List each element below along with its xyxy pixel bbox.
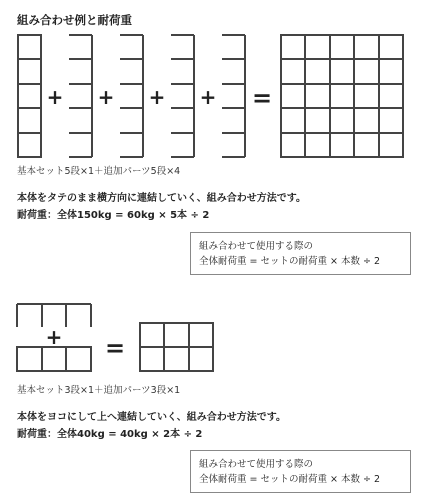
addon-part-3-tier bbox=[17, 304, 91, 327]
equals-sign-2: = bbox=[104, 334, 126, 362]
combined-result-grid-2 bbox=[140, 323, 213, 371]
plus-sign-5: + bbox=[45, 325, 63, 349]
addon-part-5-tier-4 bbox=[222, 35, 245, 157]
combined-result-grid bbox=[281, 35, 403, 157]
example1-formula: 耐荷重：全体150kg = 60kg × 5本 ÷ 2 bbox=[17, 210, 210, 221]
equals-sign: = bbox=[251, 84, 273, 112]
addon-part-5-tier-1 bbox=[69, 35, 92, 157]
example1-note bbox=[190, 232, 411, 275]
basic-set-3-tier bbox=[17, 347, 91, 371]
example2-note-line1: 組み合わせて使用する際の bbox=[199, 459, 314, 470]
example1-description: 本体をタテのまま横方向に連結していく、組み合わせ方法です。 bbox=[17, 193, 306, 204]
plus-sign-1: + bbox=[46, 85, 64, 109]
plus-sign-3: + bbox=[148, 85, 166, 109]
addon-part-5-tier-3 bbox=[171, 35, 194, 157]
addon-part-5-tier-2 bbox=[120, 35, 143, 157]
plus-sign-4: + bbox=[199, 85, 217, 109]
example2-note-line2: 全体耐荷重 = セットの耐荷重 × 本数 ÷ 2 bbox=[199, 474, 381, 485]
section-title: 組み合わせ例と耐荷重 bbox=[17, 13, 132, 27]
example2-caption: 基本セット3段×1＋追加パーツ3段×1 bbox=[17, 385, 181, 396]
example1-note-line2: 全体耐荷重 = セットの耐荷重 × 本数 ÷ 2 bbox=[199, 256, 381, 267]
example1-caption: 基本セット5段×1＋追加パーツ5段×4 bbox=[17, 166, 181, 177]
example2-note bbox=[190, 450, 411, 493]
example2-description: 本体をヨコにして上へ連結していく、組み合わせ方法です。 bbox=[17, 412, 286, 423]
example2-diagram bbox=[0, 290, 429, 380]
example1-note-line1: 組み合わせて使用する際の bbox=[199, 241, 314, 252]
basic-set-5-tier bbox=[18, 35, 41, 157]
plus-sign-2: + bbox=[97, 85, 115, 109]
example1-diagram bbox=[0, 0, 429, 170]
example2-formula: 耐荷重：全体40kg = 40kg × 2本 ÷ 2 bbox=[17, 429, 203, 440]
